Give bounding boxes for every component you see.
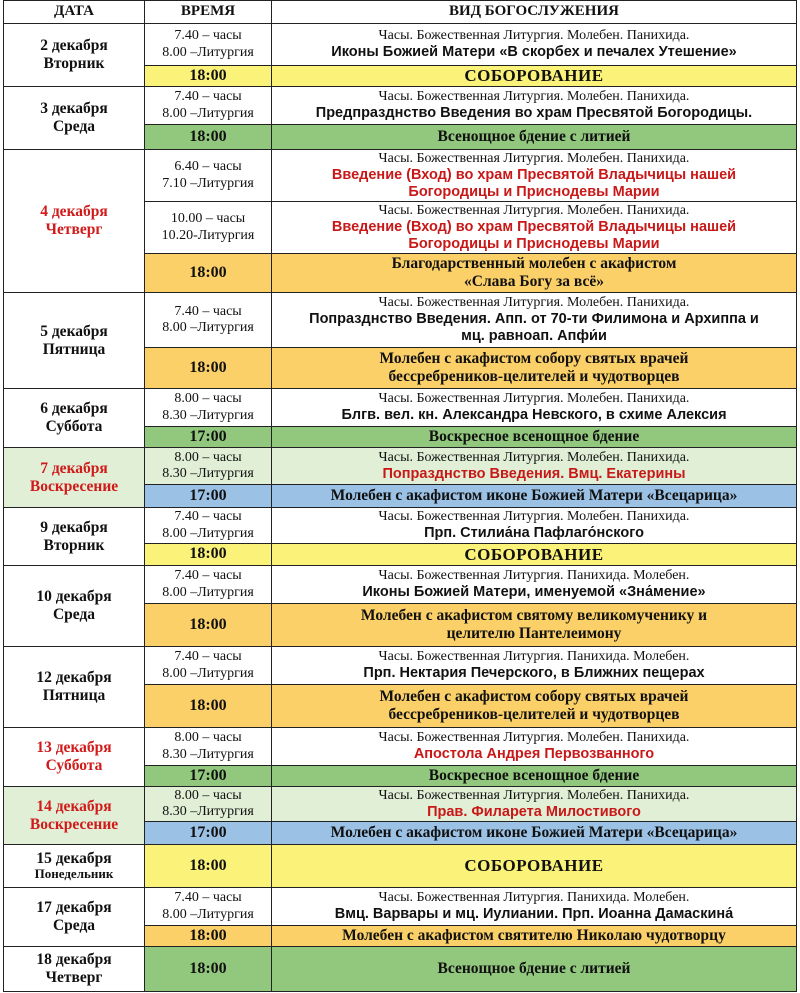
date-label: 3 декабря [40, 100, 108, 118]
header-row [4, 1, 797, 24]
date-label: 9 декабря [40, 518, 108, 536]
event-line: Молебен с акафистом святому великомученику и [360, 607, 708, 625]
service-general: Часы. Божественная Литургия. Молебен. Панихида. [378, 730, 690, 746]
weekday-label: Среда [52, 606, 96, 623]
service-cell [272, 787, 797, 822]
date-cell [4, 566, 145, 647]
time-cell [145, 508, 272, 544]
service-general: Часы. Божественная Литургия. Молебен. Панихида. [378, 787, 690, 803]
feast-name-cont: мц. равноап. Апфи́и [461, 328, 607, 345]
hours-time: 8.00 – часы [174, 730, 242, 746]
date-cell [4, 845, 145, 888]
weekday-label: Вторник [43, 536, 105, 554]
event-line: Молебен с акафистом собору святых врачей [379, 688, 689, 706]
table-row [4, 728, 797, 766]
evening-event: Молебен с акафистом иконе Божией Матери «Всецарица» [272, 822, 797, 845]
evening-event [272, 685, 797, 728]
table-row [4, 845, 797, 888]
evening-time: 17:00 [145, 766, 272, 787]
evening-time: 18:00 [145, 604, 272, 647]
hours-time: 7.40 – часы [174, 28, 242, 44]
service-cell [272, 888, 797, 926]
date-cell [4, 647, 145, 728]
weekday-label: Среда [52, 118, 96, 135]
date-label: 4 декабря [40, 203, 108, 221]
service-cell [272, 24, 797, 66]
time-cell [145, 202, 272, 254]
date-cell [4, 787, 145, 845]
feast-name: Вмц. Варвары и мц. Иулиании. Прп. Иоанна Дамаскина́ [334, 906, 734, 923]
date-label: 6 декабря [40, 400, 108, 418]
evening-time: 18:00 [145, 348, 272, 389]
feast-name: Иконы Божией Матери, именуемой «Зна́мение» [362, 584, 706, 601]
service-cell [272, 150, 797, 202]
feast-name: Введение (Вход) во храм Пресвятой Владычицы нашей [331, 166, 737, 183]
date-cell [4, 508, 145, 566]
weekday-label: Пятница [42, 340, 106, 358]
service-general: Часы. Божественная Литургия. Панихида. Молебен. [378, 649, 690, 665]
date-label: 18 декабря [36, 951, 112, 969]
evening-event: Всенощное бдение с литией [272, 125, 797, 150]
evening-event: СОБОРОВАНИЕ [272, 845, 797, 888]
service-cell [272, 389, 797, 427]
evening-event: Молебен с акафистом святителю Николаю чудотворцу [272, 926, 797, 947]
table-row [4, 787, 797, 822]
date-cell [4, 389, 145, 448]
hours-time: 6.40 – часы [174, 159, 242, 175]
service-general: Часы. Божественная Литургия. Молебен. Панихида. [378, 449, 690, 465]
evening-time: 18:00 [145, 254, 272, 293]
event-line-cont: «Слава Богу за всё» [464, 273, 604, 290]
table-row [4, 87, 797, 125]
weekday-label: Четверг [45, 969, 103, 986]
evening-event [272, 254, 797, 293]
hours-time: 8.00 – часы [174, 449, 242, 465]
service-general: Часы. Божественная Литургия. Молебен. Панихида. [378, 391, 690, 407]
liturgy-time: 8.30 –Литургия [162, 407, 254, 423]
service-general: Часы. Божественная Литургия. Молебен. Панихида. [378, 295, 690, 311]
date-label: 14 декабря [36, 797, 112, 815]
date-cell [4, 728, 145, 787]
service-general: Часы. Божественная Литургия. Молебен. Панихида. [378, 28, 690, 44]
liturgy-time: 8.30 –Литургия [162, 466, 254, 481]
service-schedule-table [3, 0, 797, 992]
liturgy-time: 8.00 –Литургия [162, 665, 254, 681]
table-row [4, 888, 797, 926]
feast-name-cont: Богородицы и Приснодевы Марии [408, 235, 660, 252]
hours-time: 7.40 – часы [174, 303, 242, 319]
time-cell [145, 150, 272, 202]
time-cell [145, 448, 272, 485]
time-cell [145, 647, 272, 685]
service-cell [272, 566, 797, 604]
weekday-label: Понедельник [34, 866, 114, 882]
table-row [4, 293, 797, 348]
table-row [4, 566, 797, 604]
feast-name: Прп. Стилиа́на Пафлаго́нского [424, 525, 644, 542]
evening-time: 17:00 [145, 822, 272, 845]
hours-time: 8.00 – часы [174, 391, 242, 407]
hours-time: 7.40 – часы [174, 649, 242, 665]
hours-time: 7.40 – часы [174, 568, 242, 584]
feast-name: Попразднство Введения. Апп. от 70-ти Филимона и Архиппа и [309, 311, 759, 328]
event-line-cont: бессребреников-целителей и чудотворцев [388, 368, 680, 385]
service-general: Часы. Божественная Литургия. Молебен. Панихида. [378, 150, 690, 166]
event-line: Благодарственный молебен с акафистом [391, 255, 677, 273]
service-cell [272, 728, 797, 766]
time-cell [145, 293, 272, 348]
feast-name: Иконы Божией Матери «В скорбех и печалех Утешение» [331, 44, 737, 61]
liturgy-time: 8.00 –Литургия [162, 320, 254, 335]
evening-time: 18:00 [145, 845, 272, 888]
date-cell [4, 150, 145, 293]
feast-name-cont: Богородицы и Приснодевы Марии [408, 183, 660, 200]
hours-time: 7.40 – часы [174, 890, 242, 906]
service-cell [272, 508, 797, 544]
service-cell [272, 293, 797, 348]
hours-time: 10.00 – часы [170, 211, 246, 227]
evening-time: 18:00 [145, 685, 272, 728]
date-label: 5 декабря [40, 322, 108, 340]
weekday-label: Воскресение [29, 815, 119, 833]
evening-event: СОБОРОВАНИЕ [272, 544, 797, 566]
date-label: 2 декабря [40, 37, 108, 55]
liturgy-time: 8.00 –Литургия [162, 525, 254, 541]
date-cell [4, 293, 145, 389]
date-label: 17 декабря [36, 899, 112, 917]
liturgy-time: 8.00 –Литургия [162, 44, 254, 60]
date-label: 10 декабря [36, 588, 112, 606]
service-general: Часы. Божественная Литургия. Молебен. Панихида. [378, 509, 690, 525]
hours-time: 8.00 – часы [174, 787, 242, 803]
evening-time: 18:00 [145, 66, 272, 87]
date-cell [4, 947, 145, 992]
date-cell [4, 87, 145, 150]
service-cell [272, 647, 797, 685]
header-time: ВРЕМЯ [145, 1, 272, 24]
table-row [4, 150, 797, 202]
date-cell [4, 888, 145, 947]
evening-event: Молебен с акафистом иконе Божией Матери «Всецарица» [272, 485, 797, 508]
feast-name: Введение (Вход) во храм Пресвятой Владычицы нашей [331, 218, 737, 235]
service-cell [272, 448, 797, 485]
service-general: Часы. Божественная Литургия. Молебен. Панихида. [378, 89, 690, 105]
weekday-label: Среда [52, 917, 96, 934]
evening-time: 17:00 [145, 427, 272, 448]
evening-time: 18:00 [145, 125, 272, 150]
time-cell [145, 888, 272, 926]
liturgy-time: 8.00 –Литургия [162, 906, 254, 922]
time-cell [145, 87, 272, 125]
weekday-label: Вторник [43, 55, 105, 72]
time-cell [145, 566, 272, 604]
liturgy-time: 7.10 –Литургия [162, 175, 254, 191]
event-line-cont: целителю Пантелеимону [446, 625, 622, 642]
service-general: Часы. Божественная Литургия. Панихида. Молебен. [378, 890, 690, 906]
evening-event: Воскресное всенощное бдение [272, 766, 797, 787]
liturgy-time: 8.00 –Литургия [162, 105, 254, 121]
date-cell [4, 24, 145, 87]
evening-event: Воскресное всенощное бдение [272, 427, 797, 448]
weekday-label: Воскресение [29, 477, 119, 495]
time-cell [145, 389, 272, 427]
evening-time: 18:00 [145, 926, 272, 947]
weekday-label: Четверг [45, 221, 103, 238]
service-cell [272, 87, 797, 125]
feast-name: Прп. Нектария Печерского, в Ближних пещерах [363, 665, 705, 682]
evening-time: 17:00 [145, 485, 272, 508]
table-row [4, 448, 797, 485]
evening-time: 18:00 [145, 544, 272, 566]
table-row [4, 389, 797, 427]
hours-time: 7.40 – часы [174, 509, 242, 525]
liturgy-time: 8.00 –Литургия [162, 584, 254, 600]
date-label: 7 декабря [40, 459, 108, 477]
event-line: Молебен с акафистом собору святых врачей [379, 350, 689, 368]
feast-name: Апостола Андрея Первозванного [413, 746, 655, 763]
event-line-cont: бессребреников-целителей и чудотворцев [388, 706, 680, 723]
evening-event: СОБОРОВАНИЕ [272, 66, 797, 87]
hours-time: 7.40 – часы [174, 89, 242, 105]
time-cell [145, 24, 272, 66]
feast-name: Блгв. вел. кн. Александра Невского, в схиме Алексия [341, 407, 727, 424]
table-row [4, 947, 797, 992]
date-label: 13 декабря [36, 739, 112, 757]
feast-name: Прав. Филарета Милостивого [427, 803, 641, 820]
date-label: 15 декабря [36, 849, 112, 867]
date-cell [4, 448, 145, 508]
service-general: Часы. Божественная Литургия. Молебен. Панихида. [378, 202, 690, 218]
table-row [4, 24, 797, 66]
time-cell [145, 728, 272, 766]
liturgy-time: 10.20-Литургия [161, 227, 255, 243]
service-cell [272, 202, 797, 254]
evening-time: 18:00 [145, 947, 272, 992]
liturgy-time: 8.30 –Литургия [162, 804, 254, 819]
header-service: ВИД БОГОСЛУЖЕНИЯ [272, 1, 797, 24]
feast-name: Предпразднство Введения во храм Пресвятой Богородицы. [315, 105, 753, 122]
table-row [4, 647, 797, 685]
header-date: ДАТА [4, 1, 145, 24]
weekday-label: Суббота [45, 757, 103, 774]
weekday-label: Суббота [45, 418, 103, 435]
evening-event [272, 604, 797, 647]
feast-name: Попразднство Введения. Вмц. Екатерины [382, 465, 686, 482]
liturgy-time: 8.30 –Литургия [162, 746, 254, 762]
evening-event [272, 348, 797, 389]
service-general: Часы. Божественная Литургия. Панихида. Молебен. [378, 568, 690, 584]
weekday-label: Пятница [42, 687, 106, 704]
time-cell [145, 787, 272, 822]
evening-event: Всенощное бдение с литией [272, 947, 797, 992]
date-label: 12 декабря [36, 669, 112, 687]
table-row [4, 508, 797, 544]
